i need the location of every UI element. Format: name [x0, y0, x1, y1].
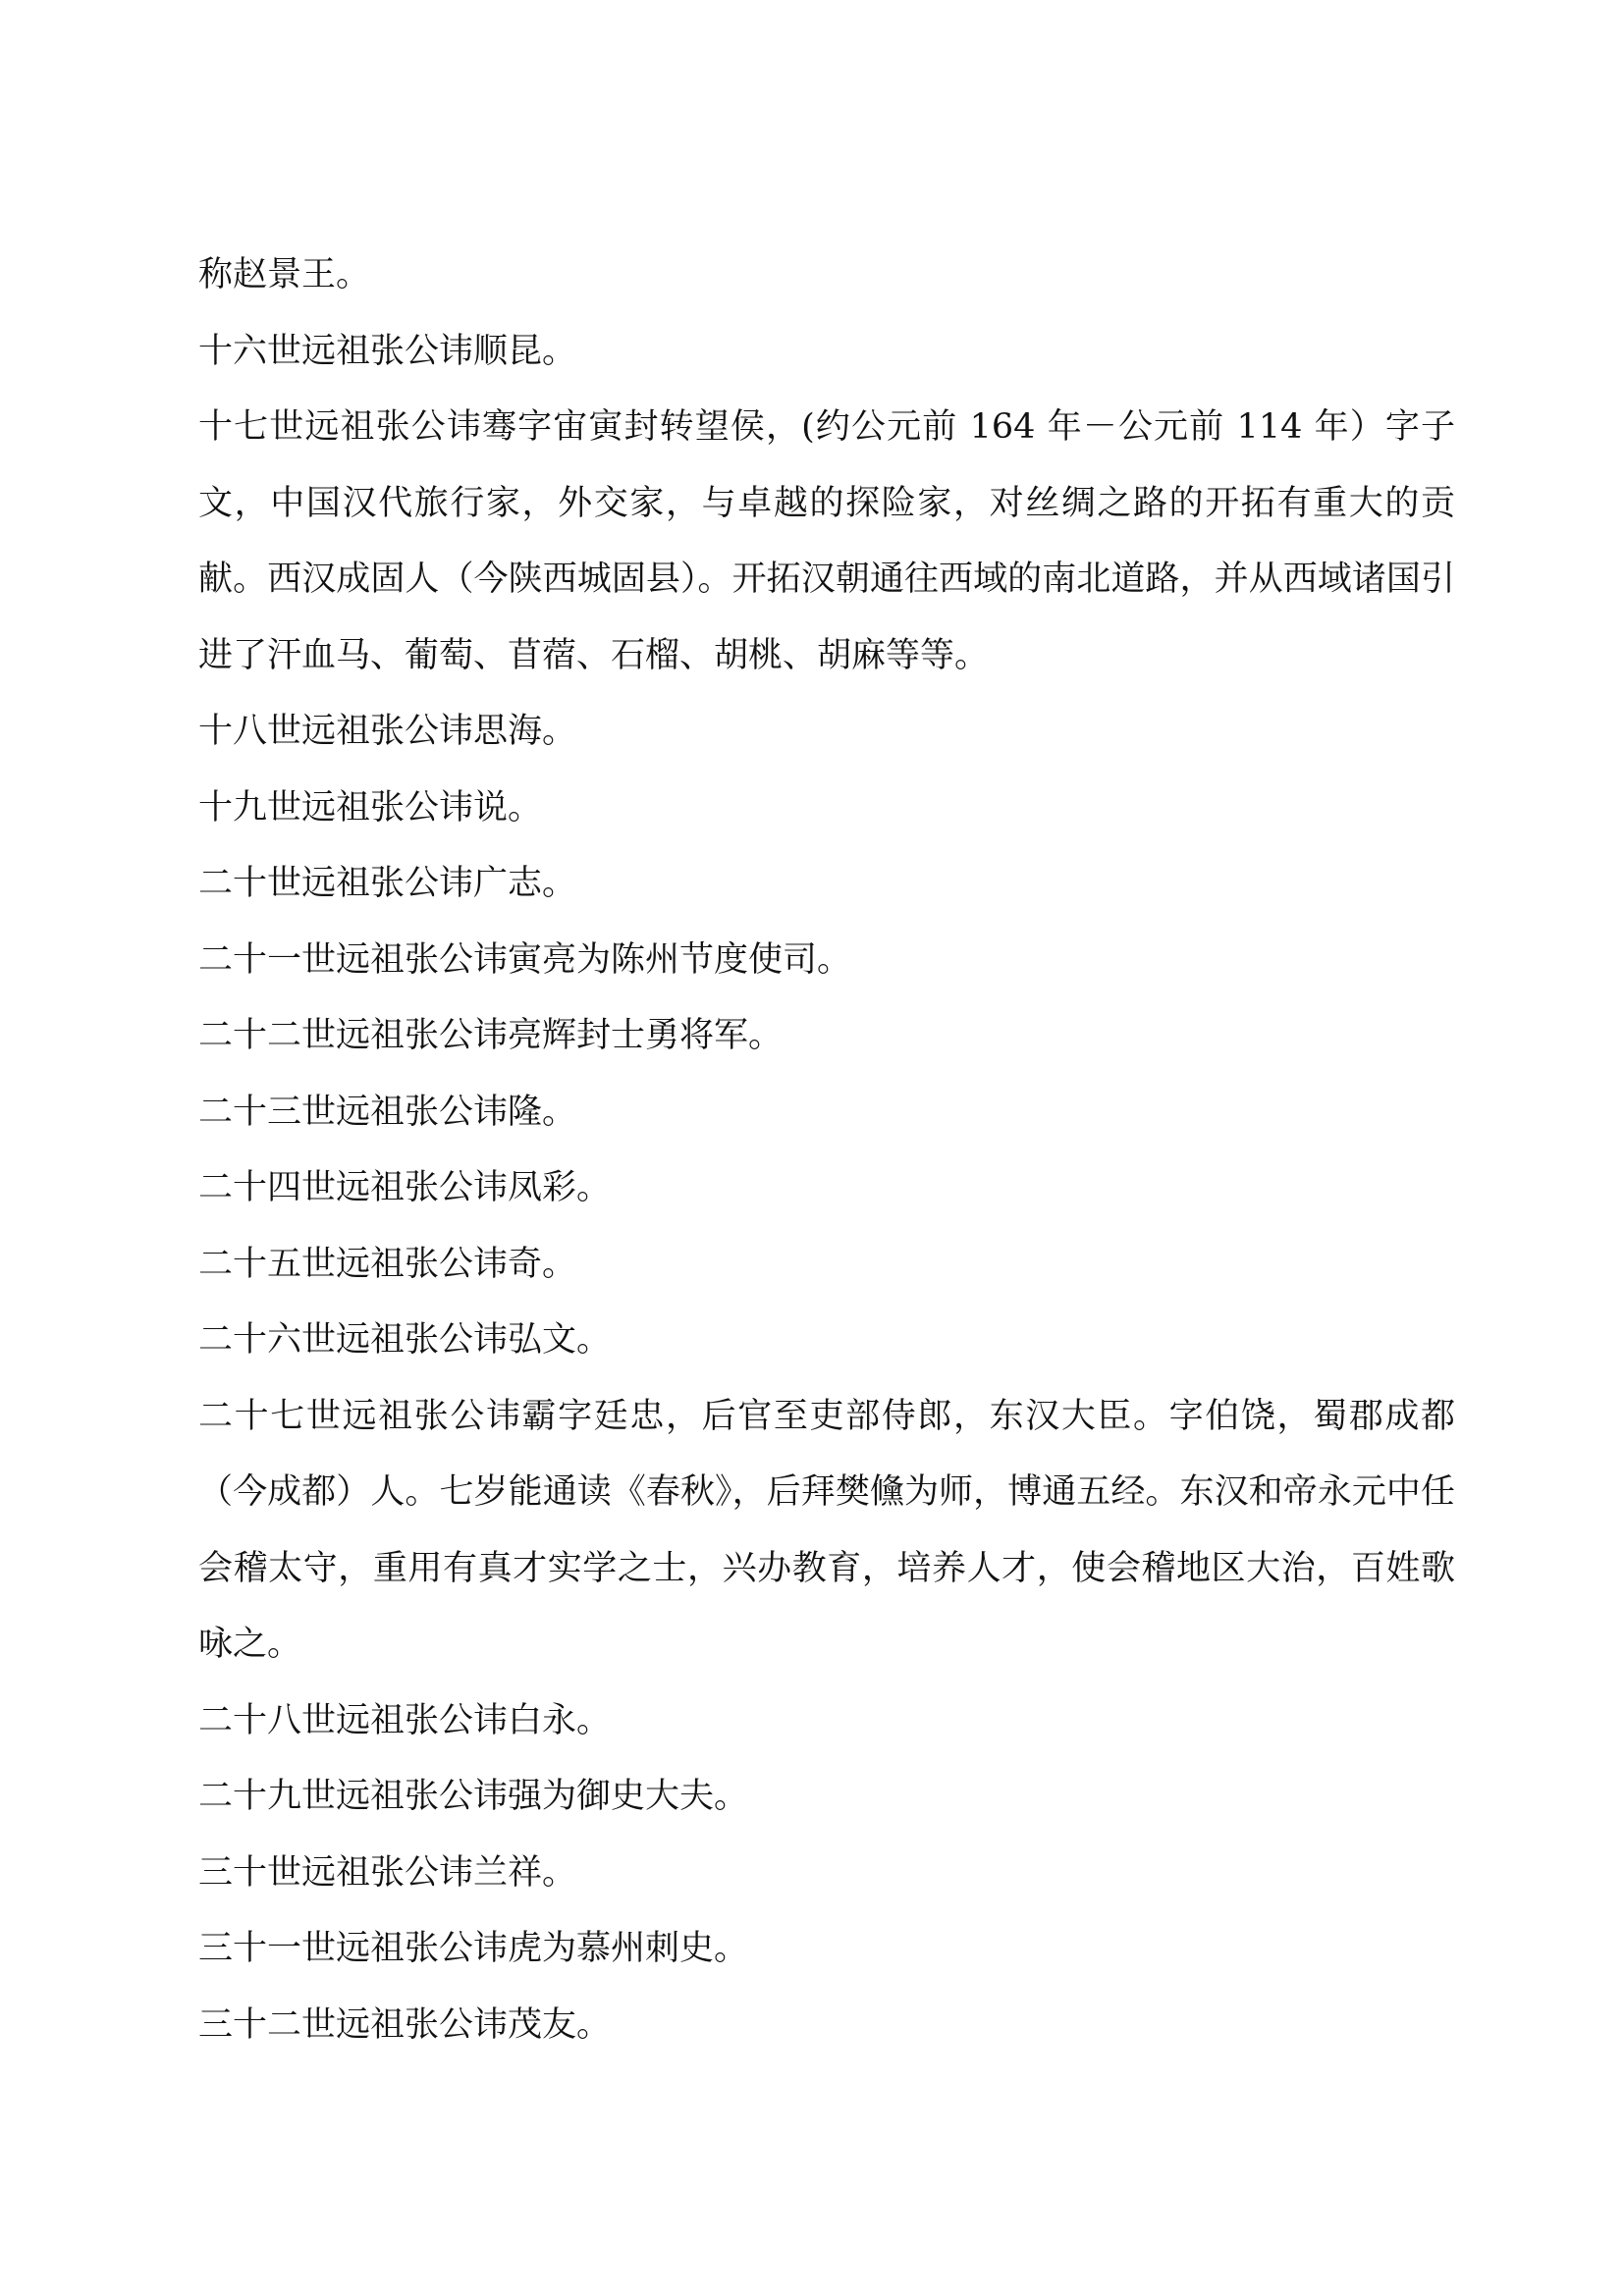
paragraph: 二十一世远祖张公讳寅亮为陈州节度使司。	[198, 939, 852, 980]
paragraph: 三十一世远祖张公讳虎为慕州刺史。	[198, 1929, 749, 1968]
paragraph: 二十世远祖张公讳广志。	[198, 864, 577, 903]
paragraph: 三十二世远祖张公讳茂友。	[198, 2004, 612, 2045]
paragraph: 二十五世远祖张公讳奇。	[198, 1244, 577, 1284]
paragraph: 十七世远祖张公讳骞字宙寅封转望侯，(约公元前 164 年－公元前 114 年）字子文，中国汉代旅行家，外交家，与卓越的探险家，对丝绸之路的开拓有重大的贡献。西汉成固人（今陕西城固县）。开拓汉朝通往西域的南北道路，并从西域诸国引进了汗血马、葡萄、苜蓿、石榴、胡桃、胡麻等等。	[198, 407, 1455, 675]
paragraph: 十六世远祖张公讳顺昆。	[198, 331, 577, 371]
paragraph: 三十世远祖张公讳兰祥。	[198, 1852, 577, 1893]
paragraph: 二十二世远祖张公讳亮辉封士勇将军。	[198, 1016, 784, 1055]
paragraph: 二十九世远祖张公讳强为御史大夫。	[198, 1777, 749, 1816]
paragraph: 二十七世远祖张公讳霸字廷忠，后官至吏部侍郎，东汉大臣。字伯饶，蜀郡成都（今成都）人。七岁能通读《春秋》，后拜樊儵为师，博通五经。东汉和帝永元中任会稽太守，重用有真才实学之士，兴办教育，培养人才，使会稽地区大治，百姓歌咏之。	[198, 1396, 1455, 1664]
page-body	[198, 238, 1455, 2063]
paragraph: 二十四世远祖张公讳凤彩。	[198, 1168, 612, 1207]
paragraph: 称赵景王。	[198, 255, 371, 294]
paragraph: 十八世远祖张公讳思海。	[198, 712, 577, 751]
paragraph: 二十八世远祖张公讳白永。	[198, 1700, 612, 1740]
paragraph: 二十六世远祖张公讳弘文。	[198, 1320, 612, 1360]
paragraph: 十九世远祖张公讳说。	[198, 787, 543, 828]
paragraph: 二十三世远祖张公讳隆。	[198, 1092, 577, 1132]
